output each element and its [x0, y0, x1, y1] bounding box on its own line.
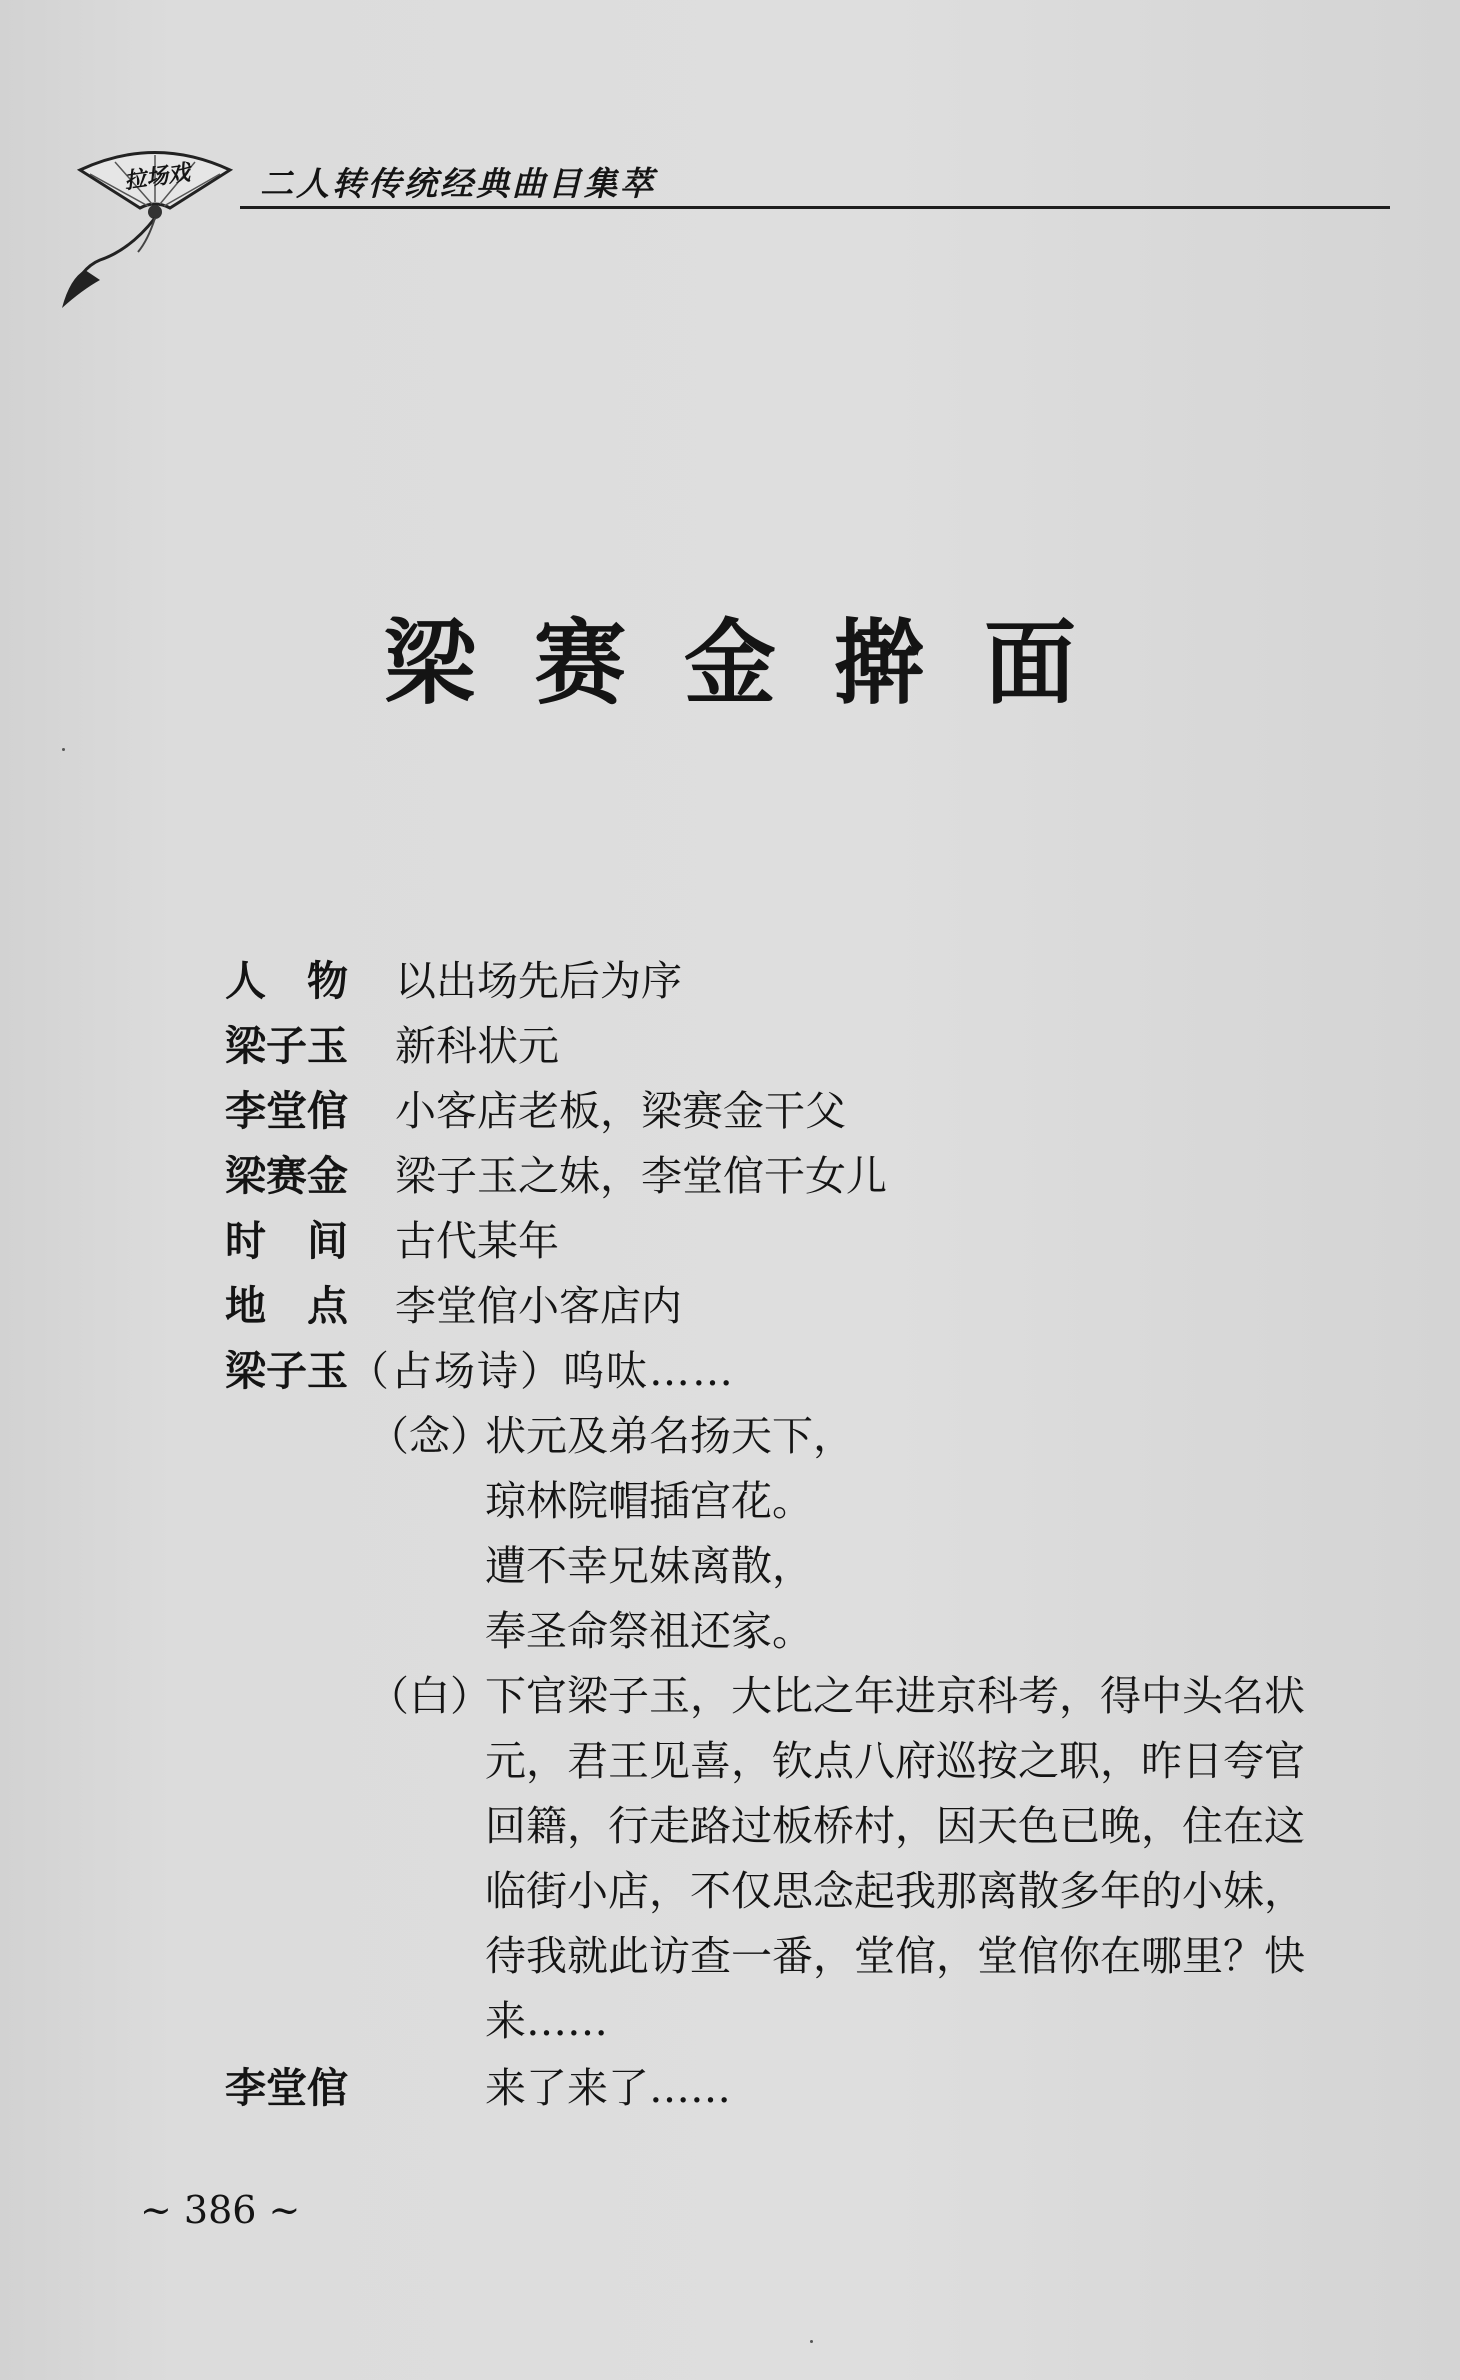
poem-line: 奉圣命祭祖还家。 [485, 1607, 813, 1655]
cast-row [225, 1280, 682, 1332]
cast-desc: 小客店老板，梁赛金干父 [395, 1087, 846, 1135]
cast-row [225, 1085, 846, 1137]
dialogue-line [225, 2062, 731, 2114]
cast-role: 时 间 [225, 1217, 348, 1265]
cast-desc: 古代某年 [395, 1217, 559, 1265]
stage-text: （占场诗）呜呔…… [348, 1347, 735, 1395]
dialogue-line [225, 1345, 735, 1397]
cast-desc: 梁子玉之妹，李堂倌干女儿 [395, 1152, 887, 1200]
stage-text: 来了来了…… [485, 2064, 731, 2112]
paper-speck [62, 748, 65, 751]
cast-row [225, 955, 682, 1007]
stage-tag: （念） [368, 1412, 491, 1460]
cast-row [225, 1150, 887, 1202]
speech-line: 下官梁子玉，大比之年进京科考，得中头名状 [485, 1672, 1305, 1720]
page-header [60, 140, 1390, 320]
speech-line: 临街小店，不仅思念起我那离散多年的小妹， [485, 1867, 1305, 1915]
cast-role: 地 点 [225, 1282, 348, 1330]
cast-role: 梁子玉 [225, 1022, 348, 1070]
poem-line: 遭不幸兄妹离散， [485, 1542, 813, 1590]
stage-tag: （白） [368, 1672, 491, 1720]
cast-role: 李堂倌 [225, 1087, 348, 1135]
paper-speck [810, 2340, 813, 2343]
cast-row [225, 1020, 559, 1072]
cast-desc: 新科状元 [395, 1022, 559, 1070]
poem-line: 状元及弟名扬天下， [485, 1412, 854, 1460]
cast-role: 梁赛金 [225, 1152, 348, 1200]
series-title: 二人转传统经典曲目集萃 [260, 164, 656, 203]
speaker-name: 梁子玉 [225, 1347, 348, 1395]
cast-row [225, 1215, 559, 1267]
poem-line: 琼林院帽插宫花。 [485, 1477, 813, 1525]
speech-line: 回籍，行走路过板桥村，因天色已晚，住在这 [485, 1802, 1305, 1850]
cast-role: 人 物 [225, 957, 348, 1005]
play-title: 梁赛金擀面 [383, 610, 1134, 717]
speech-line: 待我就此访查一番，堂倌，堂倌你在哪里？快 [485, 1932, 1305, 1980]
header-rule [240, 206, 1390, 209]
logo-text: 拉场戏 [122, 159, 192, 195]
speech-line: 来…… [485, 1997, 608, 2045]
cast-desc: 以出场先后为序 [395, 957, 682, 1005]
speech-line: 元，君王见喜，钦点八府巡按之职，昨日夸官 [485, 1737, 1305, 1785]
cast-desc: 李堂倌小客店内 [395, 1282, 682, 1330]
page-number: ~ 386 ~ [140, 2188, 301, 2232]
speaker-name: 李堂倌 [225, 2064, 348, 2112]
